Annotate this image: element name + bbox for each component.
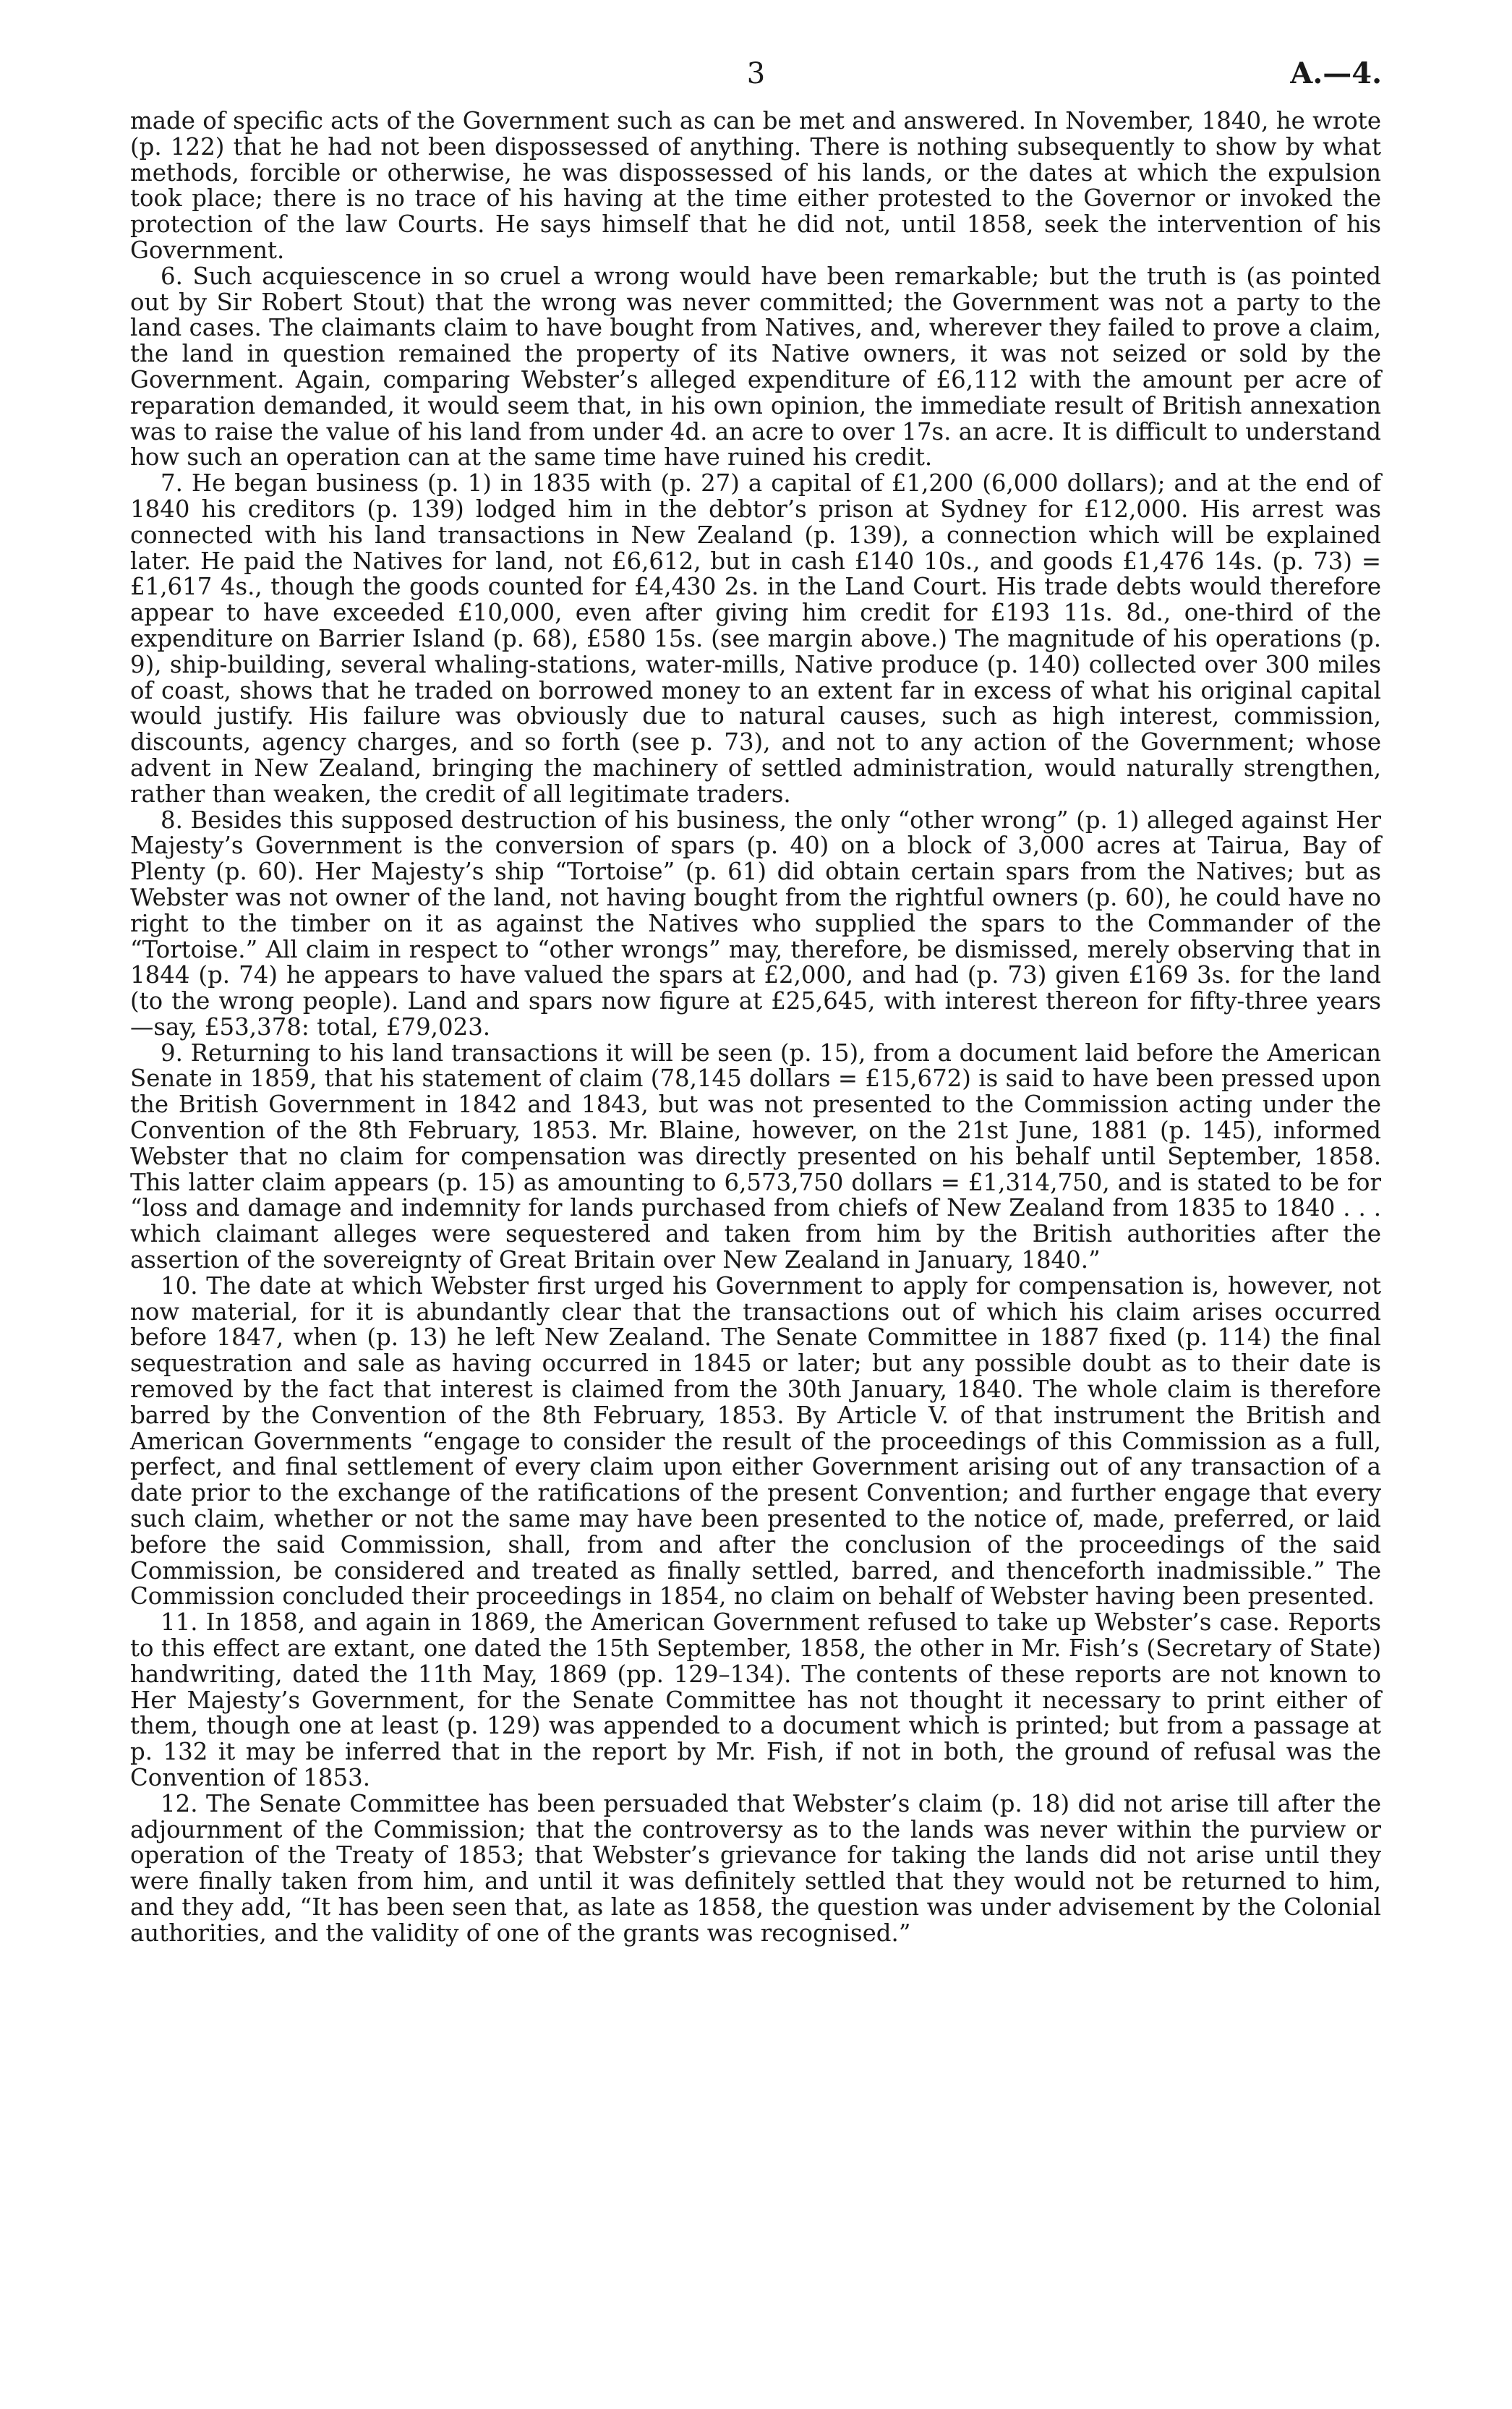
paragraph-12: 12. The Senate Committee has been persuaded that Webster’s claim (p. 18) did not arise till after the adjournment of the Commission; that the controversy as to the lands was never within the purview or operation of the Treaty of 1853; that Webster’s grievance for taking the lands did not arise until they were finally taken from him, and until it was definitely settled that they would not be returned to him, and they add, “It has been seen that, as late as 1858, the question was under advisement by the Colonial authorities, and the validity of one of the grants was recognised.” (130, 1789, 1381, 1947)
paragraph-9: 9. Returning to his land transactions it will be seen (p. 15), from a document laid before the American Senate in 1859, that his statement of claim (78,145 dollars = £15,672) is said to have been pressed upon the British Government in 1842 and 1843, but was not presented to the Commission acting under the Convention of the 8th February, 1853. Mr. Blaine, however, on the 21st June, 1881 (p. 145), informed Webster that no claim for compensation was directly presented on his behalf until September, 1858. This latter claim appears (p. 15) as amounting to 6,573,750 dollars = £1,314,750, and is stated to be for “loss and damage and indemnity for lands purchased from chiefs of New Zealand from 1835 to 1840 . . . which claimant alleges were sequestered and taken from him by the British authorities after the assertion of the sovereignty of Great Britain over New Zealand in January, 1840.” (130, 1039, 1381, 1274)
paragraph-continuation: made of specific acts of the Government such as can be met and answered. In November, 1840, he wrote (p. 122) that he had not been dispossessed of anything. There is nothing subsequently to show by what methods, forcible or otherwise, he was dispossessed of his lands, or the dates at which the expulsion took place; there is no trace of his having at the time either protested to the Governor or invoked the protection of the law Courts. He says himself that he did not, until 1858, seek the intervention of his Government. (130, 107, 1381, 264)
paragraph-7: 7. He began business (p. 1) in 1835 with (p. 27) a capital of £1,200 (6,000 dollars); and at the end of 1840 his creditors (p. 139) lodged him in the debtor’s prison at Sydney for £12,000. His arrest was connected with his land transactions in New Zealand (p. 139), a connection which will be explained later. He paid the Natives for land, not £6,612, but in cash £140 10s., and goods £1,476 14s. (p. 73) = £1,617 4s., though the goods counted for £4,430 2s. in the Land Court. His trade debts would therefore appear to have exceeded £10,000, even after giving him credit for £193 11s. 8d., one-third of the expenditure on Barrier Island (p. 68), £580 15s. (see margin above.) The magnitude of his operations (p. 9), ship-building, several whaling-stations, water-mills, Native produce (p. 140) collected over 300 miles of coast, shows that he traded on borrowed money to an extent far in excess of what his original capital would justify. His failure was obviously due to natural causes, such as high interest, commission, discounts, agency charges, and so forth (see p. 73), and not to any action of the Government; whose advent in New Zealand, bringing the machinery of settled administration, would naturally strengthen, rather than weaken, the credit of all legitimate traders. (130, 469, 1381, 808)
paper-reference: A.—4. (1290, 56, 1382, 90)
page-number: 3 (746, 57, 766, 90)
paragraph-10: 10. The date at which Webster first urged his Government to apply for compensation is, however, not now material, for it is abundantly clear that the transactions out of which his claim arises occurred before 1847, when (p. 13) he left New Zealand. The Senate Committee in 1887 fixed (p. 114) the final sequestration and sale as having occurred in 1845 or later; but any possible doubt as to their date is removed by the fact that interest is claimed from the 30th January, 1840. The whole claim is therefore barred by the Convention of the 8th February, 1853. By Article V. of that instrument the British and American Governments “engage to consider the result of the proceedings of this Commission as a full, perfect, and final settlement of every claim upon either Government arising out of any transaction of a date prior to the exchange of the ratifications of the present Convention; and further engage that every such claim, whether or not the same may have been presented to the notice of, made, preferred, or laid before the said Commission, shall, from and after the conclusion of the proceedings of the said Commission, be considered and treated as finally settled, barred, and thenceforth inadmissible.” The Commission concluded their proceedings in 1854, no claim on behalf of Webster having been presented. (130, 1271, 1381, 1611)
paragraph-11: 11. In 1858, and again in 1869, the American Government refused to take up Webster’s case. Reports to this effect are extant, one dated the 15th September, 1858, the other in Mr. Fish’s (Secretary of State) handwriting, dated the 11th May, 1869 (pp. 129–134). The contents of these reports are not known to Her Majesty’s Government, for the Senate Committee has not thought it necessary to print either of them, though one at least (p. 129) was appended to a document which is printed; but from a passage at p. 132 it may be inferred that in the report by Mr. Fish, if not in both, the ground of refusal was the Convention of 1853. (130, 1608, 1381, 1791)
paragraph-6: 6. Such acquiescence in so cruel a wrong would have been remarkable; but the truth is (as pointed out by Sir Robert Stout) that the wrong was never committed; the Government was not a party to the land cases. The claimants claim to have bought from Natives, and, wherever they failed to prove a claim, the land in question remained the property of its Native owners, it was not seized or sold by the Government. Again, comparing Webster’s alleged expenditure of £6,112 with the amount per acre of reparation demanded, it would seem that, in his own opinion, the immediate result of British annexation was to raise the value of his land from under 4d. an acre to over 17s. an acre. It is difficult to understand how such an operation can at the same time have ruined his credit. (130, 262, 1381, 472)
paragraph-8: 8. Besides this supposed destruction of his business, the only “other wrong” (p. 1) alleged against Her Majesty’s Government is the conversion of spars (p. 40) on a block of 3,000 acres at Tairua, Bay of Plenty (p. 60). Her Majesty’s ship “Tortoise” (p. 61) did obtain certain spars from the Natives; but as Webster was not owner of the land, not having bought from the rightful owners (p. 60), he could have no right to the timber on it as against the Natives who supplied the spars to the Commander of the “Tortoise.” All claim in respect to “other wrongs” may, therefore, be dismissed, merely observing that in 1844 (p. 74) he appears to have valued the spars at £2,000, and had (p. 73) given £169 3s. for the land (to the wrong people). Land and spars now figure at £25,645, with interest thereon for fifty-three years—say, £53,378: total, £79,023. (130, 806, 1381, 1041)
page-header (130, 52, 1382, 95)
body-text (130, 108, 1381, 1947)
